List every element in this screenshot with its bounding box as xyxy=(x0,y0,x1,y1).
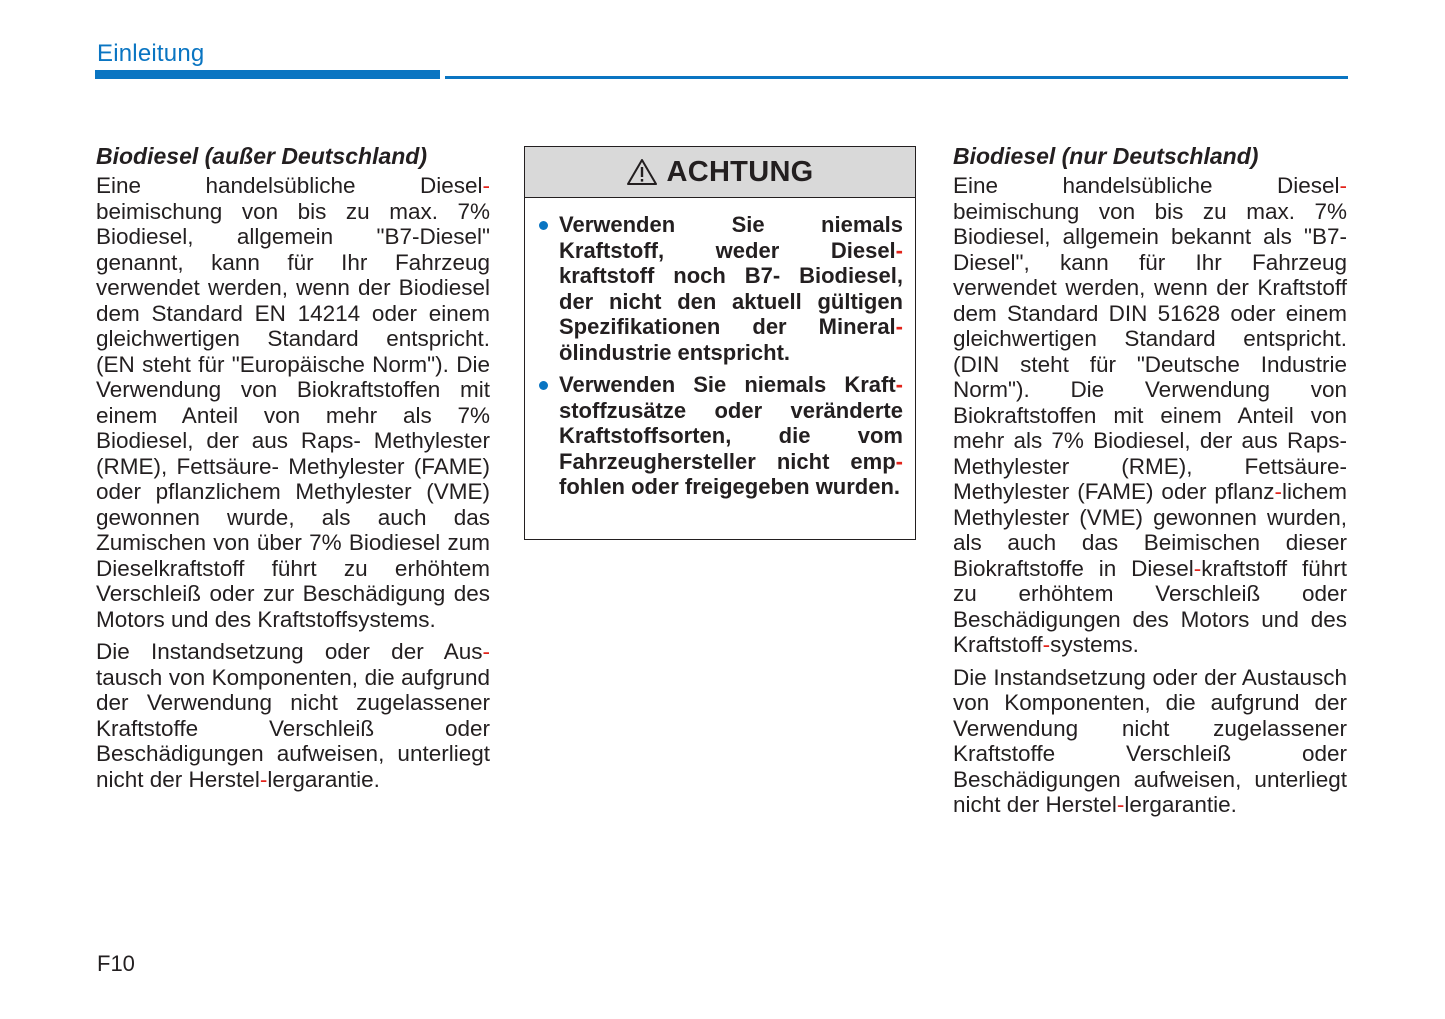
section-header: Einleitung xyxy=(97,40,205,67)
right-column xyxy=(953,141,1347,825)
left-paragraph-1: Eine handelsübliche Diesel-beimischung von bis zu max. 7% Biodiesel, allgemein "B7-Diesel" genannt, kann für Ihr Fahrzeug verwendet werden, wenn der Biodiesel dem Standard EN 14214 oder einem gleichwertigen Standard entspricht. (EN steht für "Europäische Norm"). Die Verwendung von Biokraftstoffen mit einem Anteil von mehr als 7% Biodiesel, der aus Raps- Methylester (RME), Fettsäure- Methylester (FAME) oder pflanzlichem Methylester (VME) gewonnen wurde, als auch das Zumischen von über 7% Biodiesel zum Dieselkraftstoff führt zu erhöhtem Verschleiß oder zur Beschädigung des Motors und des Kraftstoffsystems. xyxy=(96,173,490,632)
left-column xyxy=(96,141,490,799)
header-rule-thin xyxy=(445,76,1348,79)
warning-title: ACHTUNG xyxy=(666,155,814,188)
warning-item: Verwenden Sie niemals Kraftstoff, weder Diesel-kraftstoff noch B7- Biodiesel, der nicht den aktuell gültigen Spezifikationen der Mineral-ölindustrie entspricht. xyxy=(539,212,903,365)
warning-triangle-icon xyxy=(626,158,658,186)
page-number: F10 xyxy=(97,951,135,976)
right-paragraph-1: Eine handelsübliche Diesel-beimischung von bis zu max. 7% Biodiesel, allgemein bekannt als "B7-Diesel", kann für Ihr Fahrzeug verwendet werden, wenn der Kraftstoff dem Standard DIN 51628 oder einem gleichwertigen Standard entspricht. (DIN steht für "Deutsche Industrie Norm"). Die Verwendung von Biokraftstoffen mit einem Anteil von mehr als 7% Biodiesel, der aus Raps- Methylester (RME), Fettsäure- Methylester (FAME) oder pflanz-lichem Methylester (VME) gewonnen wurden, als auch das Beimischen dieser Biokraftstoffe in Diesel-kraftstoff führt zu erhöhtem Verschleiß oder Beschädigungen des Motors und des Kraftstoff-systems. xyxy=(953,173,1347,657)
bullet-dot xyxy=(539,381,548,390)
right-paragraph-2: Die Instandsetzung oder der Austausch von Komponenten, die aufgrund der Verwendung nicht zugelassener Kraftstoffe Verschleiß oder Beschädigungen aufweisen, unterliegt nicht der Herstel-lergarantie. xyxy=(953,664,1347,817)
bullet-dot xyxy=(539,221,548,230)
left-column-title: Biodiesel (außer Deutschland) xyxy=(96,143,428,169)
warning-body xyxy=(525,198,915,500)
warning-box xyxy=(524,146,916,540)
right-column-title: Biodiesel (nur Deutschland) xyxy=(953,143,1259,169)
header-rule-thick xyxy=(95,70,440,79)
warning-item: Verwenden Sie niemals Kraft-stoffzusätze oder veränderte Kraftstoffsorten, die vom Fahrzeughersteller nicht emp-fohlen oder freigegeben wurden. xyxy=(539,372,903,500)
warning-header xyxy=(525,147,915,198)
left-paragraph-2: Die Instandsetzung oder der Aus-tausch von Komponenten, die aufgrund der Verwendung nicht zugelassener Kraftstoffe Verschleiß oder Beschädigungen aufweisen, unterliegt nicht der Herstel-lergarantie. xyxy=(96,639,490,792)
